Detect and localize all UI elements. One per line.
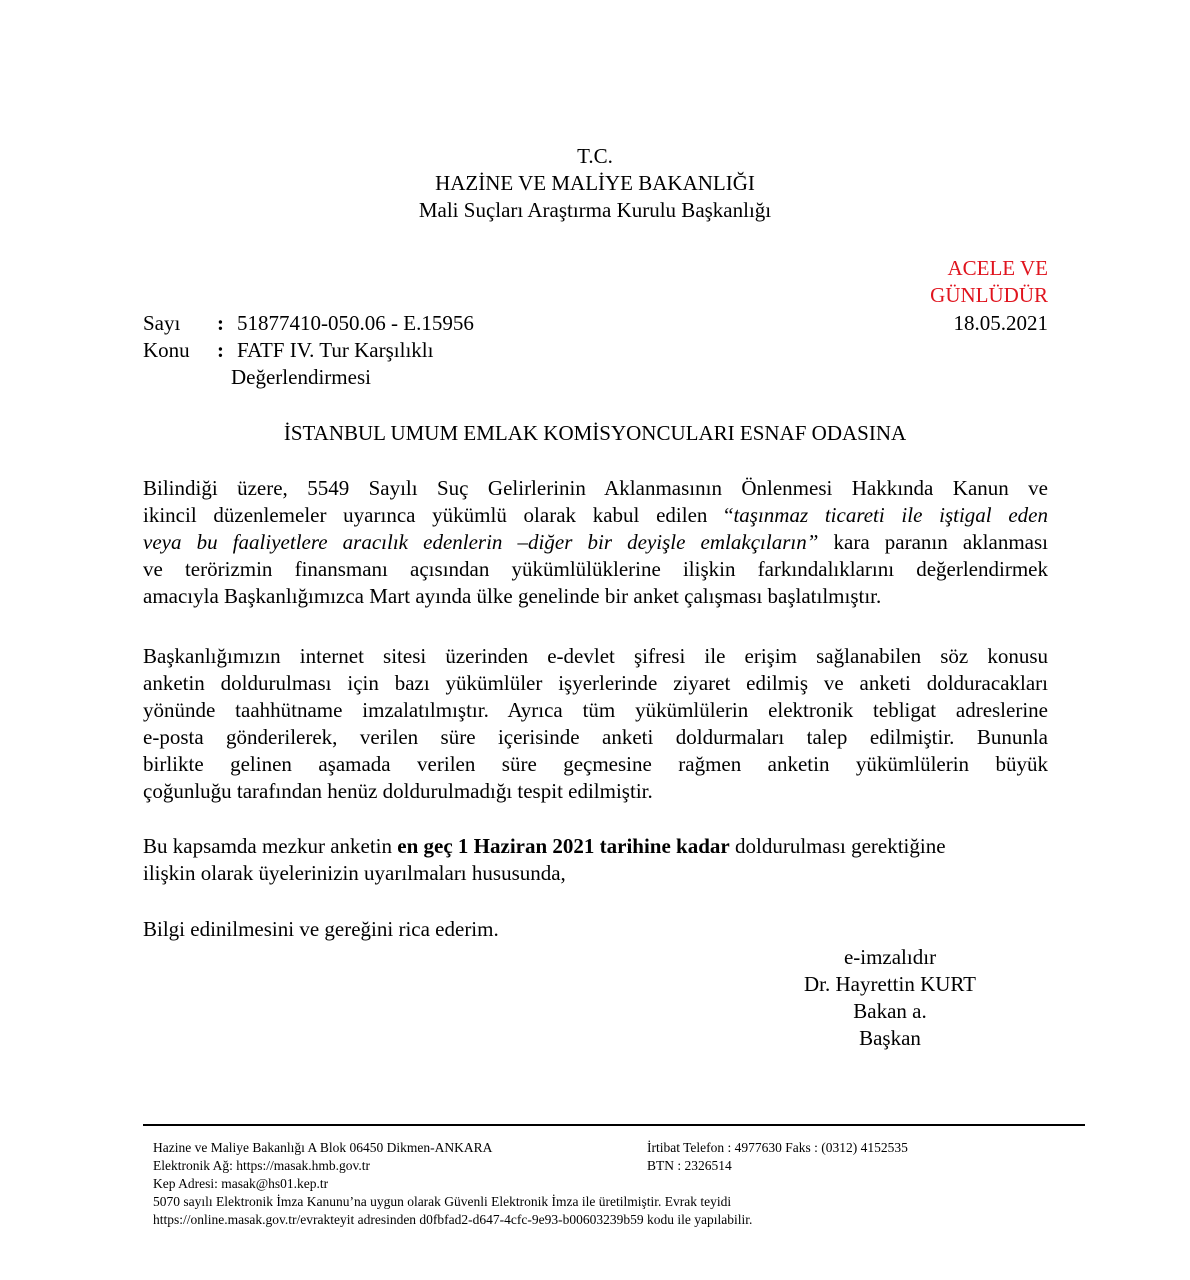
p2-line: Başkanlığımızın internet sitesi üzerinden e-devlet şifresi ile erişim sağlanabilen söz konusu [143, 644, 1048, 668]
letterhead-ministry: HAZİNE VE MALİYE BAKANLIĞI [435, 171, 755, 195]
letterhead-department: Mali Suçları Araştırma Kurulu Başkanlığı [418, 198, 772, 222]
p2-line: çoğunluğu tarafından henüz doldurulmadığı tespit edilmiştir. [143, 779, 653, 803]
p4-line: Bilgi edinilmesini ve gereğini rica ederim. [143, 917, 499, 941]
p2-line: birlikte gelinen aşamada verilen süre geçmesine rağmen anketin yükümlülerin büyük [143, 752, 1048, 776]
signature-on-behalf: Bakan a. [853, 999, 927, 1023]
konu-colon: : [217, 338, 224, 362]
p2-line: yönünde taahhütname imzalatılmıştır. Ayrıca tüm yükümlülerin elektronik tebligat adreslerine [143, 698, 1048, 722]
p1-line: ikincil düzenlemeler uyarınca yükümlü olarak kabul edilen “taşınmaz ticareti ile iştigal eden [143, 503, 1048, 527]
p2-line: anketin doldurulması için bazı yükümlüler işyerlerinde ziyaret edilmiş ve anketi dolduracakları [143, 671, 1048, 695]
p3-line: ilişkin olarak üyelerinizin uyarılmaları hususunda, [143, 861, 566, 885]
footer-divider [143, 1124, 1085, 1126]
footer-address-line: Hazine ve Maliye Bakanlığı A Blok 06450 Dikmen-ANKARA [153, 1140, 493, 1155]
footer-kep: Kep Adresi: masak@hs01.kep.tr [153, 1176, 329, 1191]
p1-line: veya bu faaliyetlere aracılık edenlerin –diğer bir deyişle emlakçıların” kara paranın aklanması [143, 530, 1049, 554]
footer-web: Elektronik Ağ: https://masak.hmb.gov.tr [153, 1158, 370, 1173]
signature-e-signed: e-imzalıdır [843, 945, 937, 969]
sayi-value: 51877410-050.06 - E.15956 [237, 311, 474, 335]
footer-verification-url: https://online.masak.gov.tr/evrakteyit adresinden d0fbfad2-d647-4cfc-9e93-b00603239b59 kodu ile yapılabilir. [153, 1212, 753, 1227]
footer-verification [153, 1193, 752, 1229]
p2-line: e-posta gönderilerek, verilen süre içerisinde anketi doldurmaları talep edilmiştir. Bununla [143, 725, 1048, 749]
footer-phone: İrtibat Telefon : 4977630 Faks : (0312) 4152535 [647, 1140, 908, 1155]
urgency-line-1: ACELE VE [947, 256, 1048, 280]
konu-value-cont: Değerlendirmesi [231, 365, 371, 389]
konu-value: FATF IV. Tur Karşılıklı [237, 338, 434, 362]
paragraph-3 [143, 833, 1048, 887]
paragraph-1 [143, 475, 1048, 610]
signature-block [700, 944, 1080, 1052]
signature-title: Başkan [859, 1026, 921, 1050]
letterhead-tc: T.C. [577, 144, 613, 168]
p3-line: Bu kapsamda mezkur anketin en geç 1 Haziran 2021 tarihine kadar doldurulması gerektiğine [143, 834, 946, 858]
footer-btn: BTN : 2326514 [647, 1158, 732, 1173]
paragraph-2 [143, 643, 1048, 805]
footer-contact [647, 1139, 908, 1175]
sayi-colon: : [217, 311, 224, 335]
letterhead [0, 143, 1190, 224]
document-date: 18.05.2021 [953, 311, 1048, 335]
urgency-notice [930, 255, 1048, 309]
urgency-line-2: GÜNLÜDÜR [930, 283, 1048, 307]
sayi-label: Sayı [143, 311, 181, 335]
footer-address [153, 1139, 492, 1193]
paragraph-4 [143, 916, 1048, 943]
addressee: İSTANBUL UMUM EMLAK KOMİSYONCULARI ESNAF ODASINA [283, 421, 907, 445]
p1-line: ve terörizmin finansmanı açısından yükümlülüklerine ilişkin farkındalıklarını değerlendirmek [143, 557, 1048, 581]
footer-verification-line: 5070 sayılı Elektronik İmza Kanunu’na uygun olarak Güvenli Elektronik İmza ile üretilmiştir. Evrak teyidi [153, 1194, 732, 1209]
p1-line: amacıyla Başkanlığımızca Mart ayında ülke genelinde bir anket çalışması başlatılmıştır. [143, 584, 882, 608]
konu-label: Konu [143, 338, 190, 362]
signature-name: Dr. Hayrettin KURT [804, 972, 976, 996]
p1-line: Bilindiği üzere, 5549 Sayılı Suç Gelirlerinin Aklanmasının Önlenmesi Hakkında Kanun ve [143, 476, 1048, 500]
